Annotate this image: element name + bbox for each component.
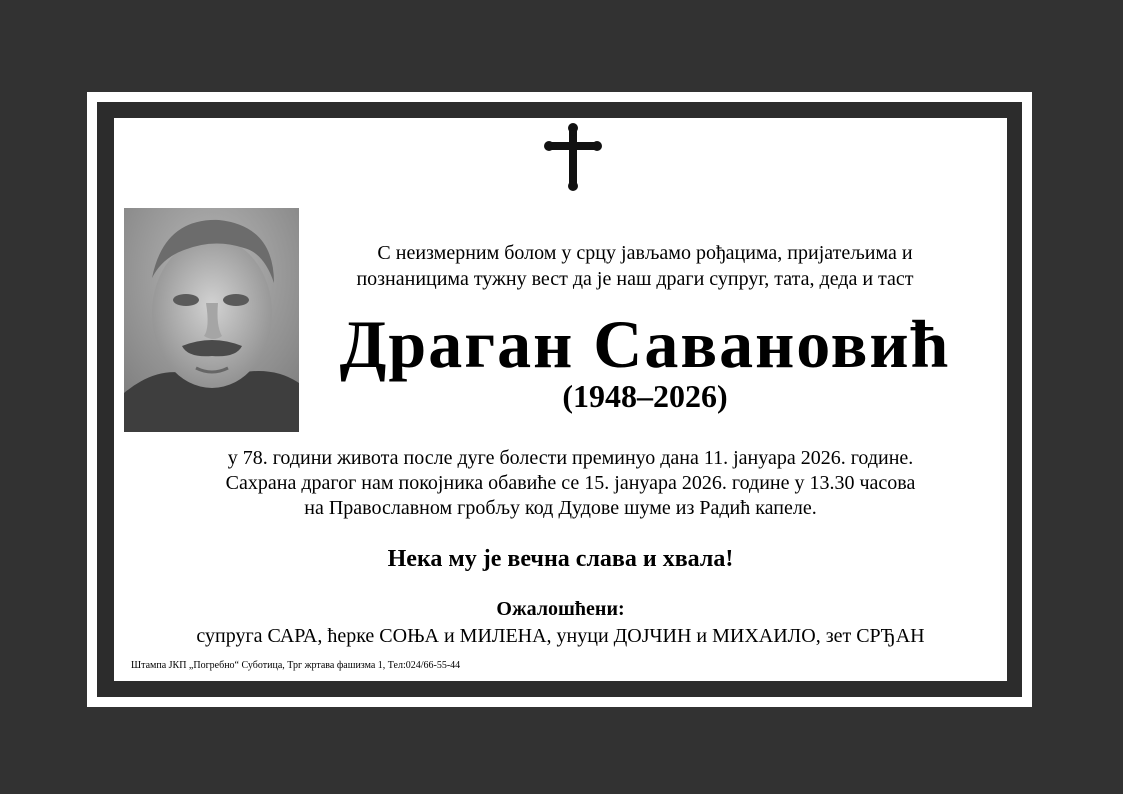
mourners-heading: Ожалошћени: — [496, 598, 625, 620]
memory-slogan: Нека му је вечна слава и хвала! — [387, 546, 734, 572]
body-line-2: Сахрана драгог нам покојника обавиће се 15. јануара 2026. године у 13.30 часова — [225, 472, 916, 494]
deceased-portrait-photo — [124, 208, 299, 432]
intro-line-2: познаницима тужну вест да је наш драги супруг, тата, деда и таст — [356, 268, 914, 290]
body-line-3: на Православном гробљу код Дудове шуме из Радић капеле. — [304, 497, 817, 519]
life-years: (1948–2026) — [562, 378, 728, 414]
cross-icon — [544, 122, 602, 192]
body-line-1: у 78. години живота после дуге болести преминуо дана 11. јануара 2026. године. — [227, 447, 914, 469]
printer-imprint: Штампа ЈКП „Погребно“ Суботица, Трг жртава фашизма 1, Тел:024/66-55-44 — [131, 660, 461, 671]
mourners-list: супруга САРА, ћерке СОЊА и МИЛЕНА, унуци ДОЈЧИН и МИХАИЛО, зет СРЂАН — [196, 625, 925, 647]
deceased-name: Драган Савановић — [339, 306, 951, 382]
intro-line-1: С неизмерним болом у срцу јављамо рођацима, пријатељима и — [377, 242, 913, 264]
